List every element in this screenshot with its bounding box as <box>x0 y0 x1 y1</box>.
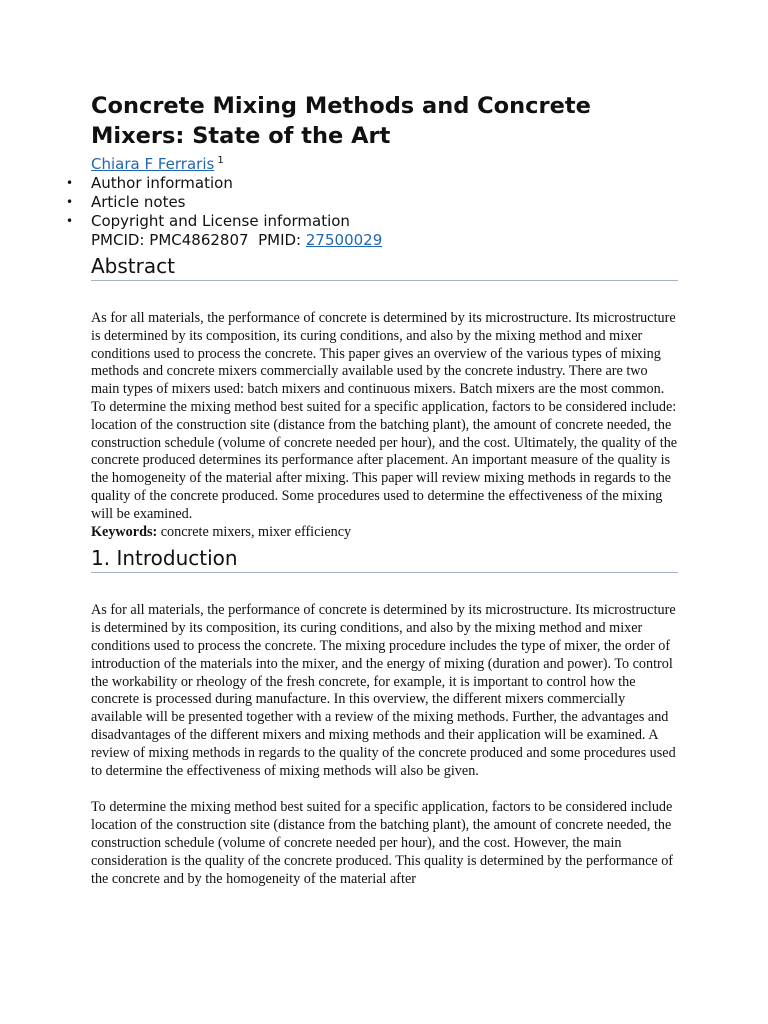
pmid-label: PMID: <box>258 231 302 249</box>
author-line <box>91 151 678 174</box>
article <box>66 92 678 888</box>
info-item-author-information[interactable] <box>66 174 678 193</box>
introduction-paragraph: To determine the mixing method best suited for a specific application, factors to be considered include location of the construction site (distance from the batching plant), the amount of concrete needed, the construction schedule (volume of concrete needed per hour), and the cost. However, the main consideration is the quality of the concrete produced. This quality is determined by the performance of the concrete and by the homogeneity of the material after <box>91 799 674 887</box>
bullet-icon: • <box>66 176 74 190</box>
keywords-value: concrete mixers, mixer efficiency <box>160 523 352 540</box>
abstract-heading: Abstract <box>91 253 678 281</box>
article-info-list <box>66 174 678 231</box>
info-item-article-notes[interactable] <box>66 193 678 212</box>
info-item-label: Copyright and License information <box>91 212 350 230</box>
keywords-line <box>91 524 678 542</box>
info-item-label: Article notes <box>91 193 186 211</box>
article-title: Concrete Mixing Methods and Concrete Mixers: State of the Art <box>91 93 591 149</box>
pmcid-label: PMCID: <box>91 231 145 249</box>
bullet-icon: • <box>66 195 74 209</box>
keywords-label: Keywords: <box>91 523 158 540</box>
introduction-paragraph: As for all materials, the performance of concrete is determined by its microstructure. Its microstructure is determined by its composition, its curing conditions, and also by the mixing method and mixer conditions used to process the concrete. The mixing procedure includes the type of mixer, the order of introduction of the materials into the mixer, and the energy of mixing (duration and power). To control the workability or rheology of the fresh concrete, for example, it is important to control how the concrete is processed during manufacture. In this overview, the different mixers commercially available will be presented together with a review of the mixing methods. Further, the advantages and disadvantages of the different mixers and mixing methods and their application will be examined. A review of mixing methods in regards to the quality of the concrete produced and some procedures used to determine the effectiveness of mixing methods will also be given. <box>91 602 676 779</box>
info-item-label: Author information <box>91 174 233 192</box>
bullet-icon: • <box>66 214 74 228</box>
article-ids <box>91 231 678 250</box>
abstract-text: As for all materials, the performance of concrete is determined by its microstructure. Its microstructure is determined by its composition, its curing conditions, and also by the mixing method and mixer conditions used to process the concrete. This paper gives an overview of the various types of mixing methods and concrete mixers commercially available used by the concrete industry. There are two main types of mixers used: batch mixers and continuous mixers. Batch mixers are the most common. To determine the mixing method best suited for a specific application, factors to be considered include: location of the construction site (distance from the batching plant), the amount of concrete needed, the construction schedule (volume of concrete needed per hour), and the cost. Ultimately, the quality of the concrete produced determines its performance after placement. An important measure of the quality is the homogeneity of the material after mixing. This paper will review mixing methods in regards to the quality of the concrete produced. Some procedures used to determine the effectiveness of the mixing will be examined. <box>91 310 678 522</box>
author-link[interactable]: Chiara F Ferraris <box>91 155 215 173</box>
affiliation-marker: 1 <box>217 155 224 166</box>
info-item-copyright[interactable] <box>66 212 678 231</box>
pmcid-value: PMC4862807 <box>149 231 249 249</box>
pmid-link[interactable]: 27500029 <box>305 231 383 249</box>
introduction-heading: 1. Introduction <box>91 545 678 573</box>
